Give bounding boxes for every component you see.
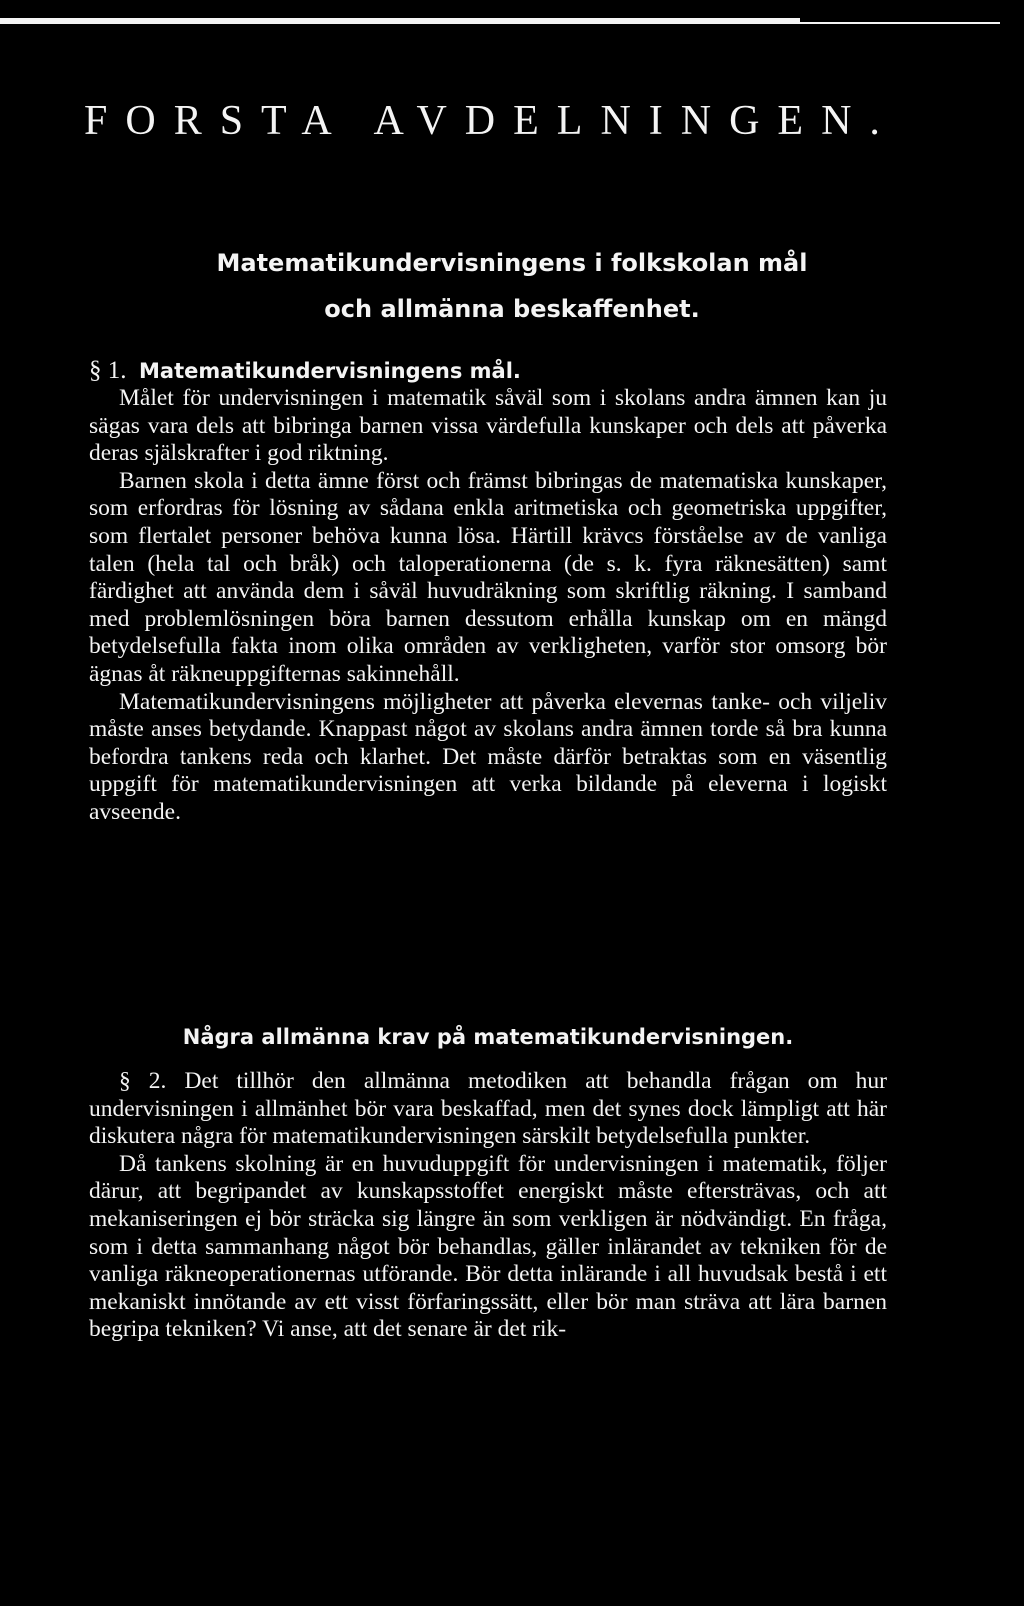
section-1 [89, 357, 887, 827]
section-symbol: § [89, 357, 102, 384]
chapter-title-line-2: och allmänna beskaffenhet. [324, 295, 700, 323]
part-heading: FORSTA AVDELNINGEN. [84, 98, 898, 144]
subheading: Några allmänna krav på matematikundervisningen. [182, 1025, 794, 1049]
chapter-title-line-1: Matematikundervisningens i folkskolan mål [216, 249, 808, 277]
paragraph-text: Det tillhör den allmänna metodiken att behandla frågan om hur undervisningen i allmänhet bör vara beskaffad, men det synes dock lämpligt att här diskutera några för matematikundervisningen särskilt betydelsefulla punkter. [89, 1068, 887, 1150]
section-title: Matematikundervisningens mål. [139, 359, 521, 383]
paragraph [89, 1068, 887, 1151]
top-rule [0, 18, 800, 24]
section-1-heading [89, 357, 887, 385]
top-rule-extension [800, 22, 1000, 24]
paragraph: Matematikundervisningens möjligheter att påverka elevernas tanke- och viljeliv måste anses betydande. Knappast något av skolans andra ämnen torde så bra kunna befordra tankens reda och klarhet. Det måste därför betraktas som en väsentlig uppgift för matematikundervisningen att verka bildande på eleverna i logiskt avseende. [89, 688, 887, 825]
chapter-title [120, 240, 904, 332]
paragraph: Barnen skola i detta ämne först och främst bibringas de matematiska kunskaper, som erfordras för lösning av sådana enkla aritmetiska och geometriska uppgifter, som flertalet personer behöva kunna lösa. Härtill krävcs förståelse av de vanliga talen (hela tal och bråk) och taloperationerna (de s. k. fyra räknesätten) samt färdighet att använda dem i såväl huvudräkning som skriftlig räkning. I samband med problemlösningen böra barnen dessutom erhålla kunskap om en mängd betydelsefulla fakta inom olika områden av verkligheten, varför stor omsorg bör ägnas åt räkneuppgifternas sakinnehåll. [89, 467, 887, 687]
section-2 [89, 1068, 887, 1344]
section-symbol: § [119, 1068, 131, 1094]
section-number: 2. [148, 1068, 167, 1094]
section-number: 1. [107, 357, 127, 384]
paragraph: Målet för undervisningen i matematik såväl som i skolans andra ämnen kan ju sägas vara dels att bibringa barnen vissa värdefulla kunskaper och dels att påverka deras själskrafter i god riktning. [89, 385, 887, 467]
paragraph: Då tankens skolning är en huvuduppgift för undervisningen i matematik, följer därur, att begripandet av kunskapsstoffet energiskt måste eftersträvas, och att mekaniseringen ej bör sträcka sig längre än som verkligen är nödvändigt. En fråga, som i detta sammanhang något bör behandlas, gäller inlärandet av tekniken för de vanliga räkneoperationernas utförande. Bör detta inlärande i all huvudsak bestå i ett mekaniskt innötande av ett visst förfaringssätt, eller bör man sträva att lära barnen begripa tekniken? Vi anse, att det senare är det rik- [89, 1150, 887, 1343]
